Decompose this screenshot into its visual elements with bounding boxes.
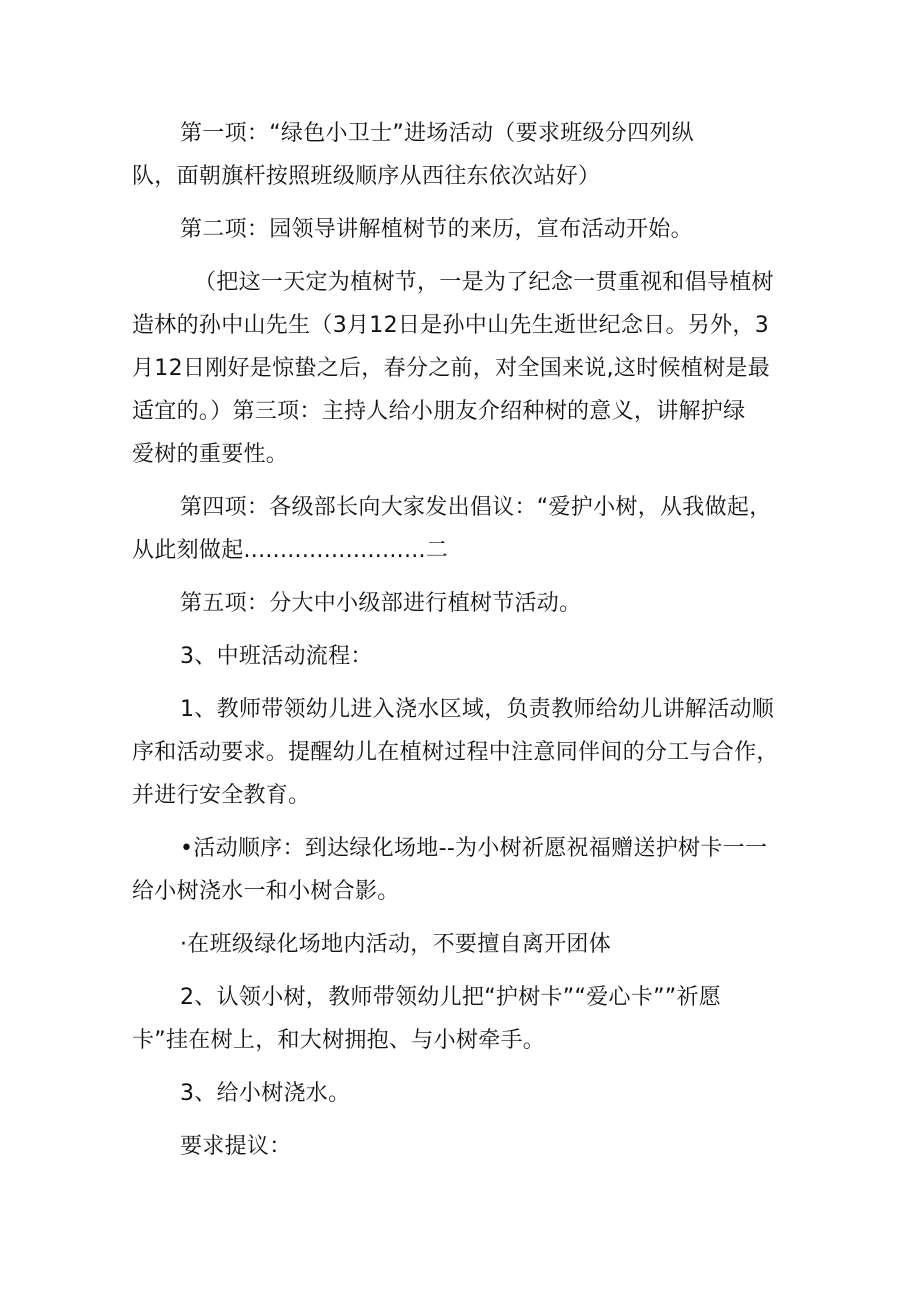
paragraph-line: ·在班级绿化场地内活动，不要擅自离开团体 <box>180 932 611 957</box>
section-heading-middle-class <box>132 635 804 678</box>
paragraph-step-1 <box>132 688 804 817</box>
paragraph-line: （把这一天定为植树节，一是为了纪念一贯重视和倡导植树 <box>194 270 774 295</box>
paragraph-requirements-heading <box>132 1125 804 1168</box>
paragraph-item-2 <box>132 208 804 251</box>
paragraph-line: 第二项：园领导讲解植树节的来历，宣布活动开始。 <box>180 217 693 242</box>
bullet-stay-in-area <box>132 923 804 966</box>
paragraph-line: 第四项：各级部长向大家发出倡议：“爱护小树，从我做起， <box>180 495 772 520</box>
document-body <box>132 112 804 1178</box>
paragraph-line: •活动顺序：到达绿化场地--为小树祈愿祝福赠送护树卡一一 <box>180 836 768 861</box>
paragraph-line: 月12日刚好是惊蛰之后，春分之前，对全国来说,这时候植树是最 <box>132 356 770 381</box>
paragraph-line: 造林的孙中山先生（3月12日是孙中山先生逝世纪念日。另外，3 <box>132 313 769 338</box>
paragraph-line: 并进行安全教育。 <box>132 783 311 808</box>
paragraph-line: 3、中班活动流程： <box>180 644 373 669</box>
paragraph-step-2 <box>132 976 804 1062</box>
paragraph-line: 第五项：分大中小级部进行植树节活动。 <box>180 591 582 616</box>
paragraph-line: 要求提议： <box>180 1134 292 1159</box>
paragraph-note-festival <box>132 261 804 476</box>
bullet-activity-order <box>132 827 804 913</box>
paragraph-step-3 <box>132 1072 804 1115</box>
paragraph-item-1 <box>132 112 804 198</box>
paragraph-line: 爱树的重要性。 <box>132 442 289 467</box>
paragraph-line: 2、认领小树，教师带领幼儿把“护树卡”“爱心卡””祈愿 <box>180 985 722 1010</box>
paragraph-line: 1、教师带领幼儿进入浇水区域，负责教师给幼儿讲解活动顺 <box>180 697 775 722</box>
paragraph-line: 从此刻做起.........................二 <box>132 538 449 563</box>
paragraph-line: 第一项：“绿色小卫士”进场活动（要求班级分四列纵 <box>180 121 694 146</box>
paragraph-line: 给小树浇水一和小树合影。 <box>132 879 400 904</box>
paragraph-line: 卡”挂在树上，和大树拥抱、与小树牵手。 <box>132 1028 546 1053</box>
paragraph-line: 适宜的。）第三项：主持人给小朋友介绍种树的意义，讲解护绿 <box>132 399 746 424</box>
paragraph-item-5 <box>132 582 804 625</box>
paragraph-line: 3、给小树浇水。 <box>180 1081 351 1106</box>
paragraph-line: 队，面朝旗杆按照班级顺序从西往东依次站好） <box>132 164 601 189</box>
paragraph-item-4 <box>132 486 804 572</box>
paragraph-line: 序和活动要求。提醒幼儿在植树过程中注意同伴间的分工与合作， <box>132 740 779 765</box>
